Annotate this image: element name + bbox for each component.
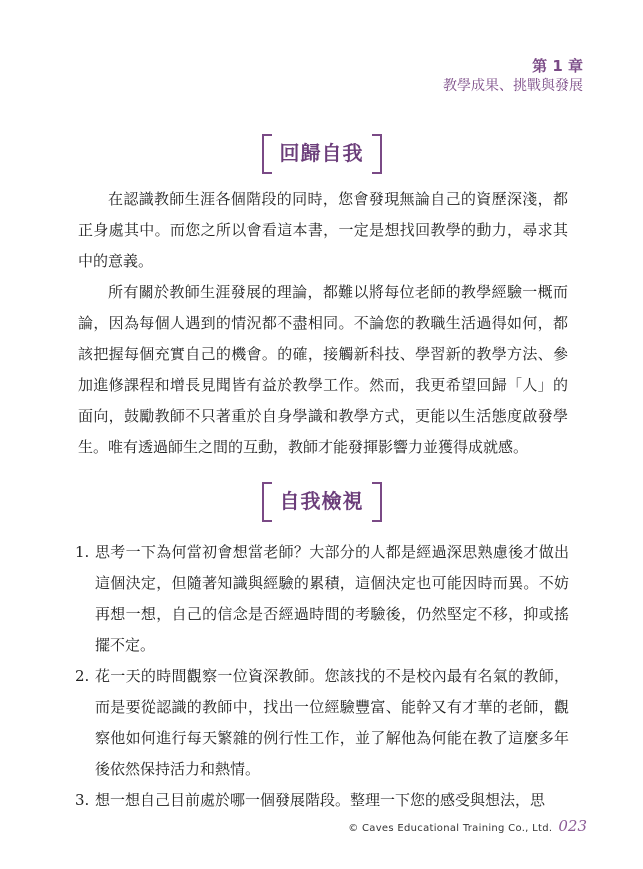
chapter-title: 教學成果、挑戰與發展 bbox=[443, 78, 583, 94]
list-item-text: 想一想自己目前處於哪一個發展階段。整理一下您的感受與想法，思 bbox=[95, 791, 546, 809]
chapter-header bbox=[443, 56, 583, 96]
section-heading-self-review bbox=[0, 482, 643, 520]
list-item-number: 1. bbox=[75, 543, 90, 561]
publisher-credit: © Caves Educational Training Co., Ltd. bbox=[348, 823, 553, 834]
list-item-number: 3. bbox=[75, 791, 90, 809]
list-item-text: 花一天的時間觀察一位資深教師。您該找的不是校內最有名氣的教師，而是要從認識的教師中，找出一位經驗豐富、能幹又有才華的老師，觀察他如何進行每天繁雜的例行性工作，並了解他為何能在教了這麼多年後依然保持活力和熱情。 bbox=[95, 667, 569, 778]
paragraph-text: 所有關於教師生涯發展的理論，都難以將每位老師的教學經驗一概而論，因為每個人遇到的情況都不盡相同。不論您的教職生活過得如何，都該把握每個充實自己的機會。的確，接觸新科技、學習新的教學方法、參加進修課程和增長見聞皆有益於教學工作。然而，我更希望回歸「人」的面向，鼓勵教師不只著重於自身學識和教學方式，更能以生活態度啟發學生。唯有透過師生之間的互動，教師才能發揮影響力並獲得成就感。 bbox=[78, 283, 568, 456]
paragraph bbox=[78, 184, 568, 277]
list-item-text: 思考一下為何當初會想當老師？大部分的人都是經過深思熟慮後才做出這個決定，但隨著知識與經驗的累積，這個決定也可能因時而異。不妨再想一想，自己的信念是否經過時間的考驗後，仍然堅定不移，抑或搖擺不定。 bbox=[95, 543, 569, 654]
page-number: 023 bbox=[558, 817, 587, 835]
list-item bbox=[75, 785, 569, 816]
list-item-number: 2. bbox=[75, 667, 90, 685]
section-heading-label: 自我檢視 bbox=[262, 482, 382, 520]
section-heading-label: 回歸自我 bbox=[262, 134, 382, 172]
page-footer bbox=[348, 817, 587, 835]
list-item bbox=[75, 537, 569, 661]
paragraph-text: 在認識教師生涯各個階段的同時，您會發現無論自己的資歷深淺，都正身處其中。而您之所以會看這本書，一定是想找回教學的動力，尋求其中的意義。 bbox=[78, 190, 568, 270]
list-item bbox=[75, 661, 569, 785]
section-heading-return-to-self bbox=[0, 134, 643, 172]
paragraph bbox=[78, 277, 568, 463]
exercise-list bbox=[75, 537, 569, 816]
chapter-number: 第 1 章 bbox=[532, 57, 583, 75]
